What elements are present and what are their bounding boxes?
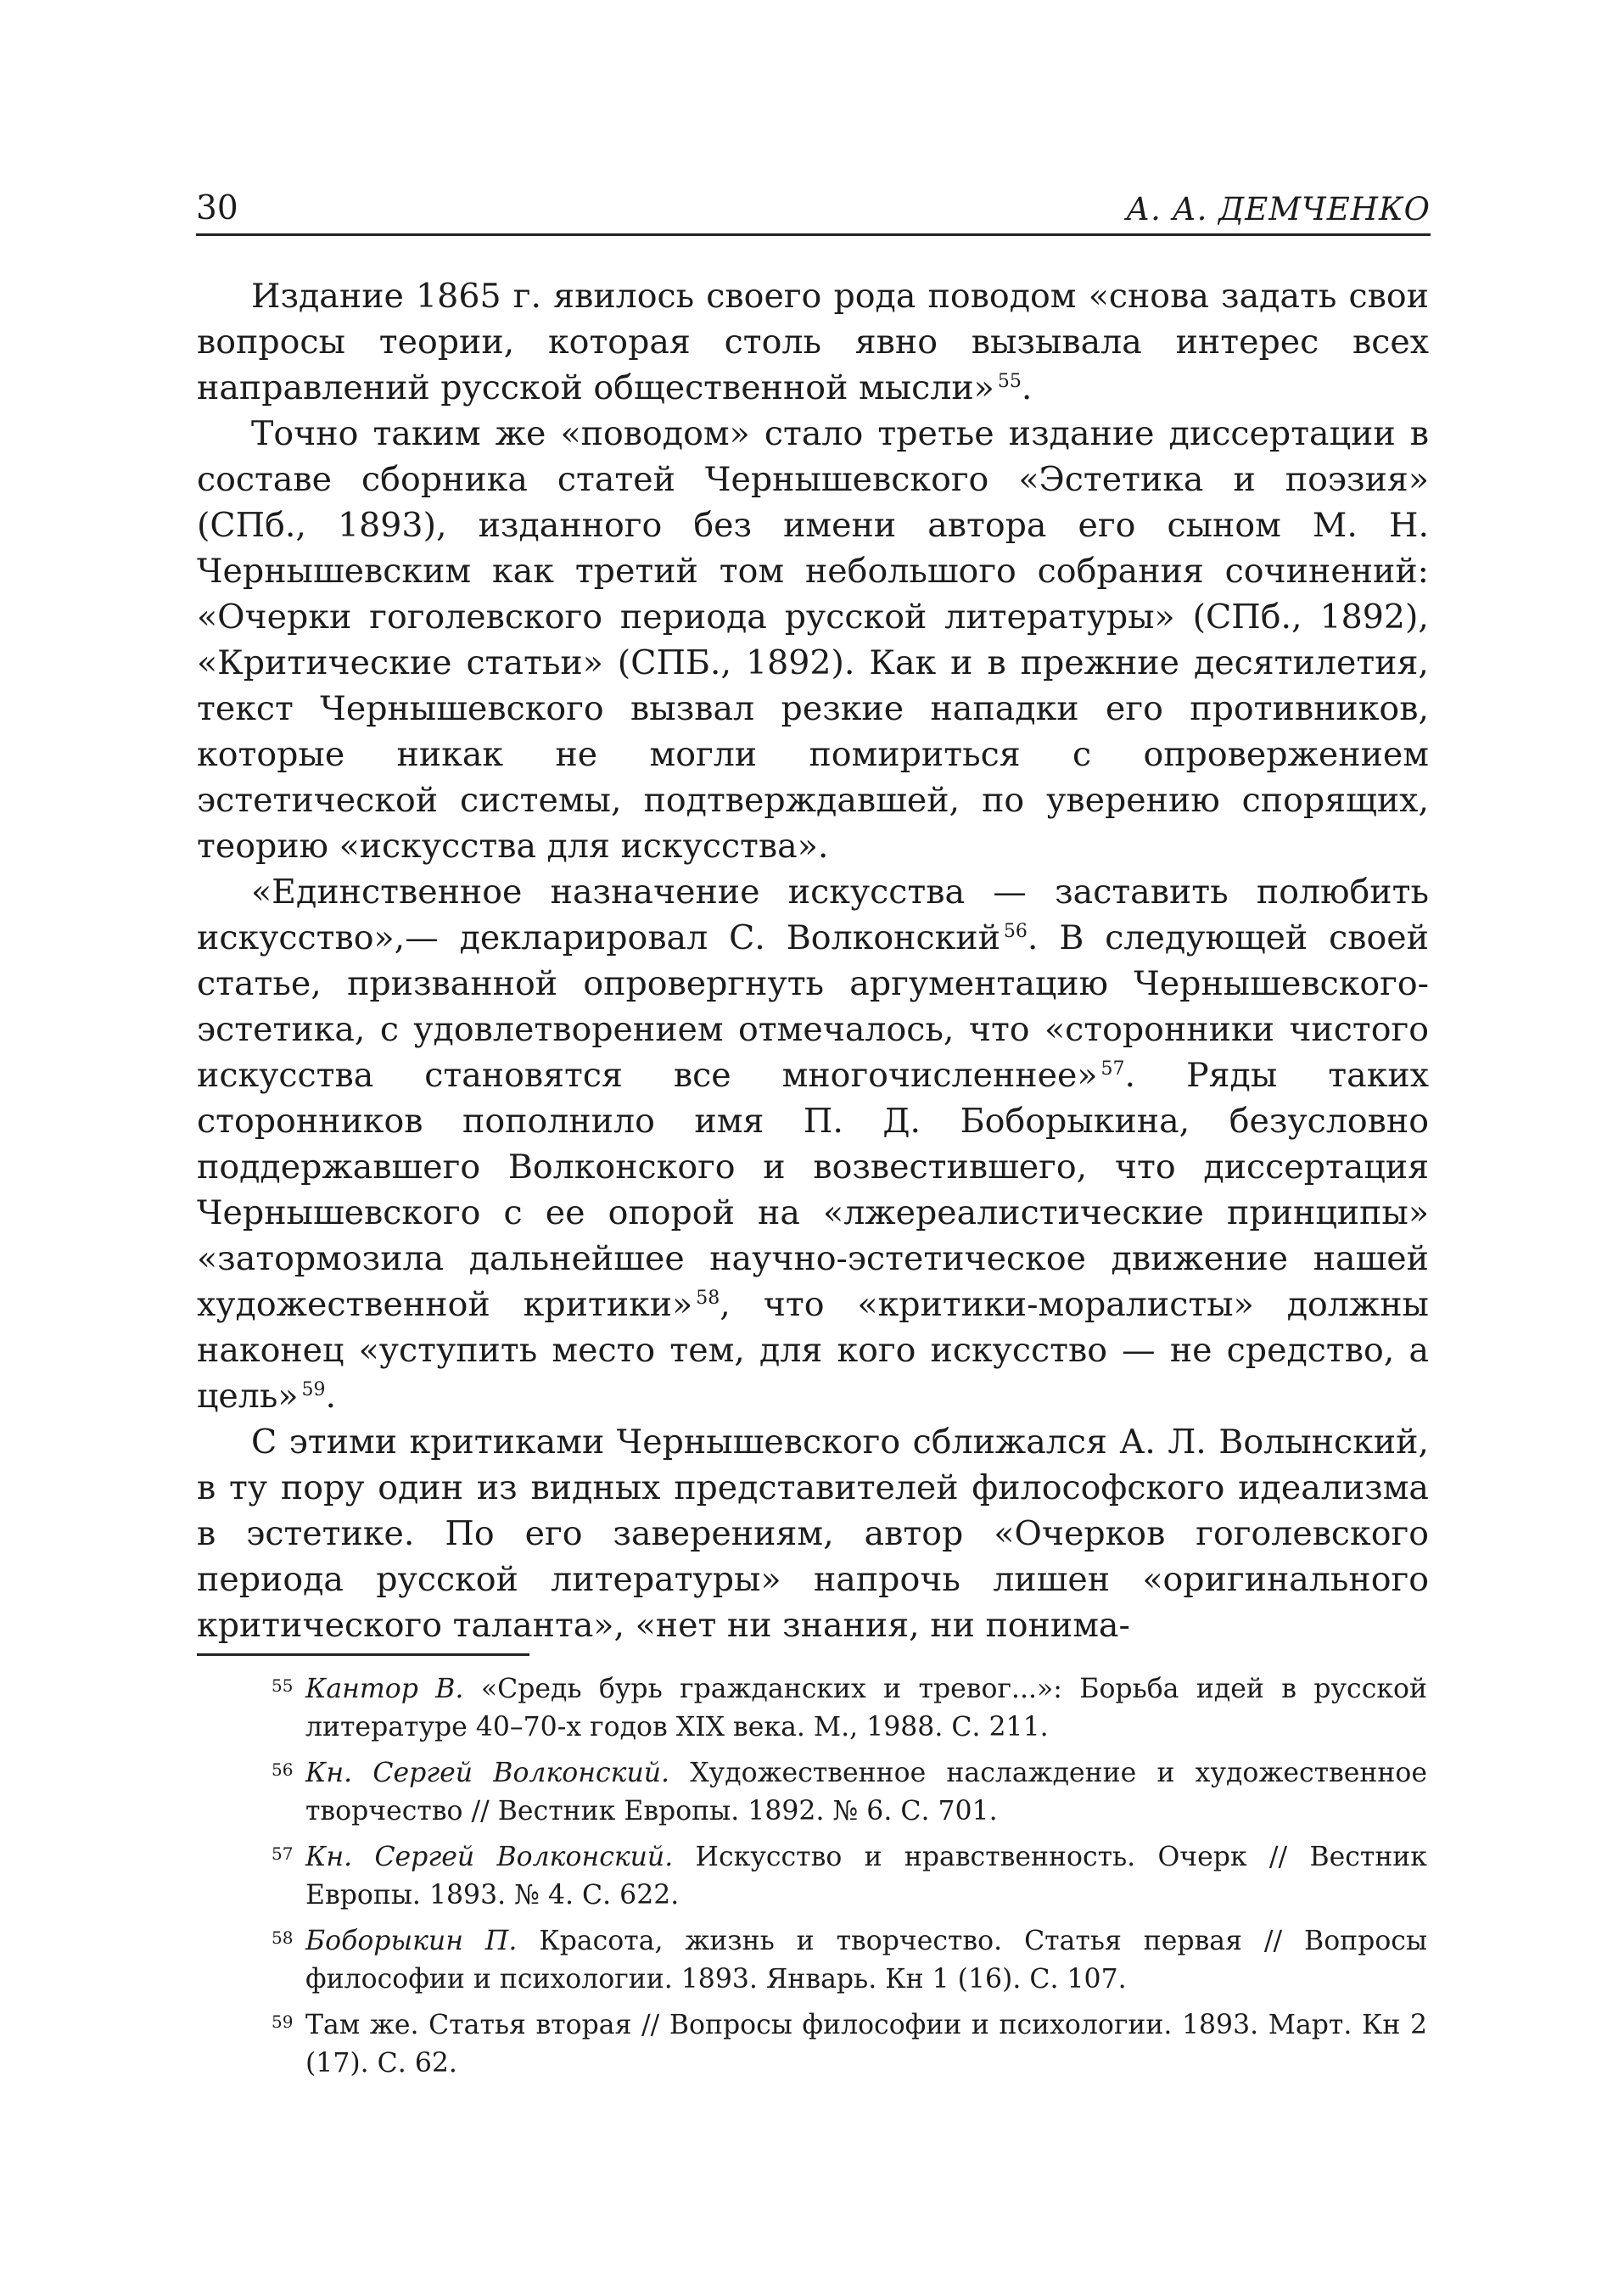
footnote-text: Художественное наслаждение и художественное творчество // Вестник Европы. 1892. № 6. С. 701. bbox=[305, 1758, 1428, 1826]
footnote-number: 56 bbox=[272, 1759, 294, 1780]
footnote-58 bbox=[272, 1922, 1427, 1999]
footnote-ref-59: 59 bbox=[301, 1379, 326, 1400]
footnote-56 bbox=[272, 1754, 1427, 1831]
footnote-author: Боборыкин П. bbox=[305, 1926, 518, 1956]
footnote-59 bbox=[272, 2006, 1427, 2083]
page-number: 30 bbox=[196, 189, 238, 227]
footnote-ref-56: 56 bbox=[1003, 921, 1028, 942]
paragraph-3 bbox=[197, 869, 1429, 1419]
footnote-number: 59 bbox=[272, 2012, 294, 2032]
footnote-ref-57: 57 bbox=[1100, 1058, 1125, 1080]
paragraph-text: . bbox=[1021, 368, 1033, 407]
footnote-author: Кн. Сергей Волконский. bbox=[305, 1758, 670, 1788]
footnote-rule bbox=[197, 1653, 529, 1656]
header-rule bbox=[196, 233, 1431, 236]
body-text bbox=[197, 273, 1429, 1648]
footnote-ref-58: 58 bbox=[696, 1288, 720, 1309]
paragraph-1 bbox=[197, 273, 1429, 411]
footnote-number: 57 bbox=[272, 1843, 294, 1864]
footnote-number: 58 bbox=[272, 1927, 294, 1948]
footnote-author: Кантор В. bbox=[305, 1674, 464, 1704]
page-header bbox=[196, 177, 1431, 236]
footnote-text: Там же. Статья вторая // Вопросы философии и психологии. 1893. Март. Кн 2 (17). С. 62. bbox=[305, 2010, 1427, 2079]
footnote-57 bbox=[272, 1838, 1427, 1915]
footnote-55 bbox=[272, 1670, 1427, 1747]
paragraph-text: . bbox=[325, 1377, 337, 1416]
paragraph-text: Точно таким же «поводом» стало третье издание диссертации в составе сборника статей Чернышевского «Эстетика и поэзия» (СПб., 1893), изданного без имени автора его сыном М. Н. Чернышевским как третий том небольшого собрания сочинений: «Очерки гоголевского периода русской литературы» (СПб., 1892), «Критические статьи» (СПБ., 1892). Как и в прежние десятилетия, текст Чернышевского вызвал резкие нападки его противников, которые никак не могли помириться с опровержением эстетической системы, подтверждавшей, по уверению спорящих, теорию «искусства для искусства». bbox=[197, 414, 1429, 866]
running-head: А. А. ДЕМЧЕНКО bbox=[1126, 191, 1431, 227]
footnote-number: 55 bbox=[272, 1675, 294, 1696]
paragraph-4 bbox=[197, 1419, 1429, 1648]
paragraph-text: , что «критики-моралисты» должны наконец «уступить место тем, для кого искусство — не средство, а цель» bbox=[197, 1285, 1429, 1416]
footnote-text: Искусство и нравственность. Очерк // Вестник Европы. 1893. № 4. С. 622. bbox=[305, 1842, 1427, 1911]
paragraph-text: Издание 1865 г. явилось своего рода поводом «снова задать свои вопросы теории, которая столь явно вызывала интерес всех направлений русской общественной мысли» bbox=[197, 277, 1429, 407]
footnote-ref-55: 55 bbox=[997, 371, 1022, 392]
footnote-author: Кн. Сергей Волконский. bbox=[305, 1842, 674, 1872]
footnote-text: Красота, жизнь и творчество. Статья первая // Вопросы философии и психологии. 1893. Январь. Кн 1 (16). С. 107. bbox=[305, 1926, 1428, 1995]
paragraph-text: С этими критиками Чернышевского сближался А. Л. Волынский, в ту пору один из видных представителей философского идеализма в эстетике. По его заверениям, автор «Очерков гоголевского периода русской литературы» напрочь лишен «оригинального критического таланта», «нет ни знания, ни понима- bbox=[197, 1422, 1429, 1645]
paragraph-text: «Единственное назначение искусства — заставить полюбить искусство»,— декларировал С. Волконский bbox=[197, 873, 1429, 957]
footnote-text: «Средь бурь гражданских и тревог...»: Борьба идей в русской литературе 40–70-х годов XIX века. М., 1988. С. 211. bbox=[305, 1674, 1427, 1742]
paragraph-text: . В следующей своей статье, призванной опровергнуть аргументацию Чернышевского-эстетика, с удовлетворением отмечалось, что «сторонники чистого искусства становятся все многочисленнее» bbox=[197, 918, 1429, 1095]
footnotes bbox=[272, 1670, 1427, 2090]
paragraph-2 bbox=[197, 411, 1429, 869]
paragraph-text: . Ряды таких сторонников пополнило имя П. Д. Боборыкина, безусловно поддержавшего Волконского и возвестившего, что диссертация Чернышевского с ее опорой на «лжереалистические принципы» «затормозила дальнейшее научно-эстетическое движение нашей художественной критики» bbox=[197, 1056, 1429, 1324]
